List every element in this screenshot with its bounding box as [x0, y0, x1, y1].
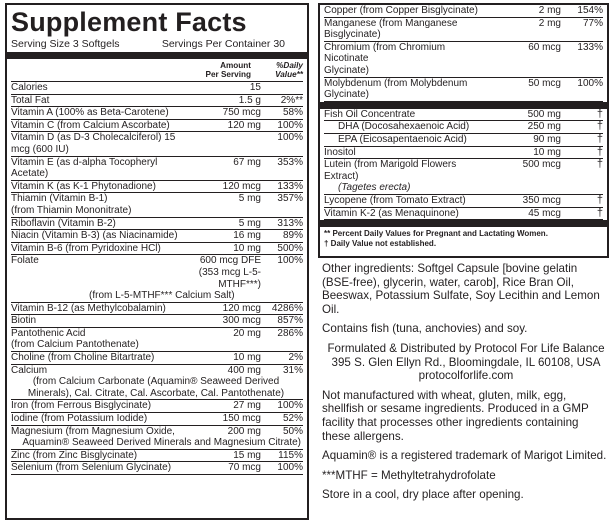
nutrient-name: Vitamin B-12 (as Methylcobalamin) — [11, 302, 166, 314]
nutrient-name: Vitamin K (as K-1 Phytonadione) — [11, 180, 156, 192]
dv-header: %Daily Value** — [275, 61, 303, 79]
nutrient-row — [324, 78, 603, 102]
website: protocolforlife.com — [418, 369, 514, 383]
nutrient-row — [11, 107, 303, 120]
manufacturer-info — [322, 342, 610, 383]
other-nutrient-list — [324, 109, 603, 220]
nutrient-amount: 120 mg — [227, 119, 261, 131]
nutrient-daily-value: 100% — [277, 119, 303, 131]
other-ingredients: Other ingredients: Softgel Capsule [bovine gelatin (BSE-free), glycerin, water, carob], Rice Bran Oil, Beeswax, Potassium Sulfate, Soy Lecithin and Lemon Oil. — [322, 262, 600, 316]
nutrient-amount — [179, 132, 261, 155]
nutrient-list-continued — [324, 5, 603, 102]
nutrient-name: Folate — [11, 255, 39, 267]
nutrient-name: Vitamin E (as d-alpha Tocopheryl Acetate) — [11, 156, 158, 180]
nutrient-row — [11, 218, 303, 231]
nutrient-name: Molybdenum (from Molybdenum Glycinate) — [324, 77, 468, 101]
nutrient-name: Calories — [11, 82, 48, 93]
nutrient-daily-value: 52% — [282, 413, 303, 425]
nutrient-daily-value: 857% — [277, 315, 303, 327]
nutrient-name: Iron (from Ferrous Bisglycinate) — [11, 400, 152, 412]
nutrient-amount: 10 mg — [533, 146, 561, 158]
nutrient-row — [11, 328, 303, 352]
nutrient-daily-value: 100% — [277, 132, 303, 144]
nutrient-amount: 500 mg — [527, 108, 561, 120]
serving-info — [11, 37, 303, 51]
nutrient-row — [11, 255, 303, 302]
nutrient-source-note: Aquamin® Seaweed Derived Minerals and Magnesium Citrate) — [22, 437, 301, 449]
nutrient-amount: 300 mcg — [222, 315, 261, 327]
nutrient-row — [11, 243, 303, 256]
nutrient-daily-value: 100% — [577, 77, 603, 89]
nutrient-daily-value: † — [596, 107, 603, 120]
footnote-dagger: † Daily Value not established. — [324, 238, 437, 248]
nutrient-name: Vitamin B-6 (from Pyridoxine HCl) — [11, 242, 161, 254]
nutrient-row — [324, 159, 603, 195]
nutrient-daily-value: 133% — [277, 180, 303, 192]
thick-divider — [320, 220, 607, 227]
nutrient-daily-value: 4286% — [271, 302, 303, 314]
nutrient-source-note: (from L-5-MTHF*** Calcium Salt) — [89, 290, 235, 302]
nutrient-row — [324, 121, 603, 134]
supplement-facts-panel — [5, 3, 309, 520]
nutrient-amount: 67 mg — [233, 156, 261, 168]
nutrient-row — [11, 413, 303, 426]
nutrient-daily-value: 353% — [277, 156, 303, 168]
nutrient-row — [11, 120, 303, 133]
nutrient-daily-value — [261, 82, 303, 94]
nutrient-amount: 27 mg — [233, 400, 261, 412]
nutrient-row — [11, 303, 303, 316]
nutrient-amount: 120 mcg — [222, 302, 261, 314]
nutrient-amount: 15 mg — [233, 449, 261, 461]
column-header — [11, 59, 303, 82]
nutrient-name: Vitamin C (from Calcium Ascorbate) — [11, 119, 170, 131]
nutrient-amount: 150 mcg — [222, 413, 261, 425]
mthf-note: ***MTHF = Methyltetrahydrofolate — [322, 468, 496, 482]
nutrient-row — [11, 462, 303, 475]
nutrient-daily-value: 50% — [282, 425, 303, 437]
nutrient-name: Biotin — [11, 315, 37, 327]
nutrient-amount: 16 mg — [233, 230, 261, 242]
nutrient-list — [11, 82, 303, 475]
nutrient-amount: 1.5 g — [238, 94, 261, 106]
servings-per-container: Servings Per Container 30 — [161, 38, 285, 50]
nutrient-amount: 400 mg — [227, 364, 261, 376]
nutrient-amount: 2 mg — [538, 17, 561, 29]
nutrient-daily-value: 500% — [277, 242, 303, 254]
nutrient-amount: 250 mg — [527, 121, 561, 133]
nutrient-row — [11, 352, 303, 365]
nutrient-daily-value: 2%** — [280, 94, 303, 106]
nutrient-daily-value: † — [596, 193, 603, 206]
nutrient-amount: 5 mg — [238, 193, 261, 205]
nutrient-row — [11, 400, 303, 413]
nutrient-row — [324, 5, 603, 18]
nutrient-name: Calcium — [11, 364, 48, 376]
nutrient-row — [11, 95, 303, 108]
nutrient-daily-value: 133% — [577, 41, 603, 53]
nutrient-amount: 15 — [249, 82, 261, 93]
nutrient-row — [324, 134, 603, 147]
nutrient-name: Iodine (from Potassium Iodide) — [11, 413, 148, 425]
nutrient-name: Lycopene (from Tomato Extract) — [324, 194, 466, 206]
nutrient-name: Chromium (from Chromium Nicotinate Glycinate) — [324, 41, 446, 76]
nutrient-amount: 500 mcg — [522, 159, 561, 171]
nutrient-name: Lutein (from Marigold Flowers Extract) — [324, 159, 457, 182]
nutrient-name: DHA (Docosahexaenoic Acid) — [338, 121, 470, 133]
nutrient-name: EPA (Eicosapentaenoic Acid) — [338, 133, 467, 145]
nutrient-row — [324, 208, 603, 221]
nutrient-amount: 60 mcg — [528, 41, 561, 53]
nutrient-daily-value: † — [596, 120, 603, 133]
nutrient-row — [11, 426, 303, 450]
formulated-by: Formulated & Distributed by Protocol For Life Balance — [327, 341, 605, 355]
other-information — [322, 262, 610, 508]
storage-note: Store in a cool, dry place after opening. — [322, 488, 524, 502]
nutrient-row — [11, 82, 303, 95]
footnote-dv: ** Percent Daily Values for Pregnant and Lactating Women. — [324, 229, 548, 239]
nutrient-name: Vitamin D (as D-3 Cholecalciferol) 15 mcg (600 IU) — [11, 132, 176, 155]
address: 395 S. Glen Ellyn Rd., Bloomingdale, IL 60108, USA — [331, 355, 601, 369]
nutrient-name: Riboflavin (Vitamin B-2) — [11, 217, 116, 229]
nutrient-row — [324, 195, 603, 208]
nutrient-row — [11, 230, 303, 243]
nutrient-name: Inositol — [324, 146, 356, 158]
nutrient-row — [324, 42, 603, 78]
trademark-note: Aquamin® is a registered trademark of Marigot Limited. — [322, 449, 607, 463]
nutrient-amount: 750 mcg — [222, 107, 261, 119]
nutrient-row — [11, 132, 303, 156]
nutrient-name: Niacin (Vitamin B-3) (as Niacinamide) — [11, 230, 178, 242]
nutrient-name: Manganese (from Manganese Bisglycinate) — [324, 17, 458, 41]
nutrient-amount: 2 mg — [538, 5, 561, 16]
serving-size: Serving Size 3 Softgels — [11, 38, 120, 50]
allergen-statement: Not manufactured with wheat, gluten, milk, egg, shellfish or sesame ingredients. Produced in a GMP facility that processes other ingredients containing these allergens. — [322, 388, 589, 443]
thick-divider — [7, 52, 307, 59]
nutrient-name: Vitamin K-2 (as Menaquinone) — [324, 207, 459, 219]
nutrient-name: Magnesium (from Magnesium Oxide, — [11, 425, 175, 437]
nutrient-daily-value: 313% — [277, 217, 303, 229]
nutrient-name: Copper (from Copper Bisglycinate) — [324, 5, 478, 16]
nutrient-daily-value: 100% — [277, 400, 303, 412]
nutrient-daily-value: † — [596, 158, 603, 171]
nutrient-row — [324, 147, 603, 160]
nutrient-source-note: (Tagetes erecta) — [338, 182, 411, 194]
footnotes — [324, 227, 603, 250]
nutrient-daily-value: 31% — [282, 364, 303, 376]
nutrient-amount: 10 mg — [233, 352, 261, 364]
allergen-contains: Contains fish (tuna, anchovies) and soy. — [322, 322, 528, 336]
thick-divider — [320, 102, 607, 109]
nutrient-daily-value: † — [596, 145, 603, 158]
nutrient-row — [11, 365, 303, 401]
nutrient-daily-value: 154% — [577, 5, 603, 16]
nutrient-name: Thiamin (Vitamin B-1) (from Thiamin Mononitrate) — [11, 193, 132, 216]
nutrient-daily-value: 58% — [282, 107, 303, 119]
nutrient-amount: 5 mg — [238, 217, 261, 229]
nutrient-name: Vitamin A (100% as Beta-Carotene) — [11, 107, 169, 119]
nutrient-row — [11, 157, 303, 181]
nutrient-row — [324, 18, 603, 42]
nutrient-amount: 350 mcg — [522, 194, 561, 206]
nutrient-name: Choline (from Choline Bitartrate) — [11, 352, 155, 364]
nutrient-daily-value: 115% — [278, 449, 303, 461]
nutrient-amount: 10 mg — [233, 242, 261, 254]
nutrient-row — [11, 181, 303, 194]
nutrient-name: Zinc (from Zinc Bisglycinate) — [11, 449, 138, 461]
nutrient-daily-value: 357% — [277, 193, 303, 205]
nutrient-daily-value: † — [596, 132, 603, 145]
nutrient-amount: 90 mg — [533, 133, 561, 145]
nutrient-row — [11, 450, 303, 463]
nutrient-amount: 600 mcg DFE (353 mcg L-5-MTHF***) — [198, 255, 261, 290]
nutrient-amount: 50 mcg — [528, 77, 561, 89]
nutrient-daily-value: 2% — [288, 352, 303, 364]
nutrient-amount: 200 mg — [227, 425, 261, 437]
nutrient-row — [11, 193, 303, 217]
nutrient-daily-value: † — [596, 206, 603, 219]
nutrient-daily-value: 100% — [277, 462, 303, 474]
nutrient-row — [324, 109, 603, 122]
nutrient-name: Selenium (from Selenium Glycinate) — [11, 462, 172, 474]
nutrient-row — [11, 315, 303, 328]
nutrient-amount: 120 mcg — [222, 180, 261, 192]
nutrient-name: Total Fat — [11, 94, 50, 106]
nutrient-amount: 20 mg — [233, 327, 261, 339]
nutrient-amount: 70 mcg — [228, 462, 261, 474]
nutrient-source-note: (from Calcium Carbonate (Aquamin® Seaweed Derived Minerals), Cal. Citrate, Cal. Ascorbate, Cal. Pantothenate) — [27, 376, 285, 399]
nutrient-daily-value: 100% — [277, 255, 303, 267]
nutrient-name: Pantothenic Acid (from Calcium Pantothenate) — [11, 327, 139, 351]
supplement-facts-continued-panel — [318, 3, 609, 258]
panel-title: Supplement Facts — [11, 7, 247, 37]
nutrient-daily-value: 89% — [282, 230, 303, 242]
amount-header: Amount Per Serving — [205, 61, 251, 79]
nutrient-amount: 45 mcg — [528, 207, 561, 219]
nutrient-daily-value: 77% — [582, 17, 603, 29]
nutrient-name: Fish Oil Concentrate — [324, 108, 416, 120]
nutrient-daily-value: 286% — [277, 327, 303, 339]
